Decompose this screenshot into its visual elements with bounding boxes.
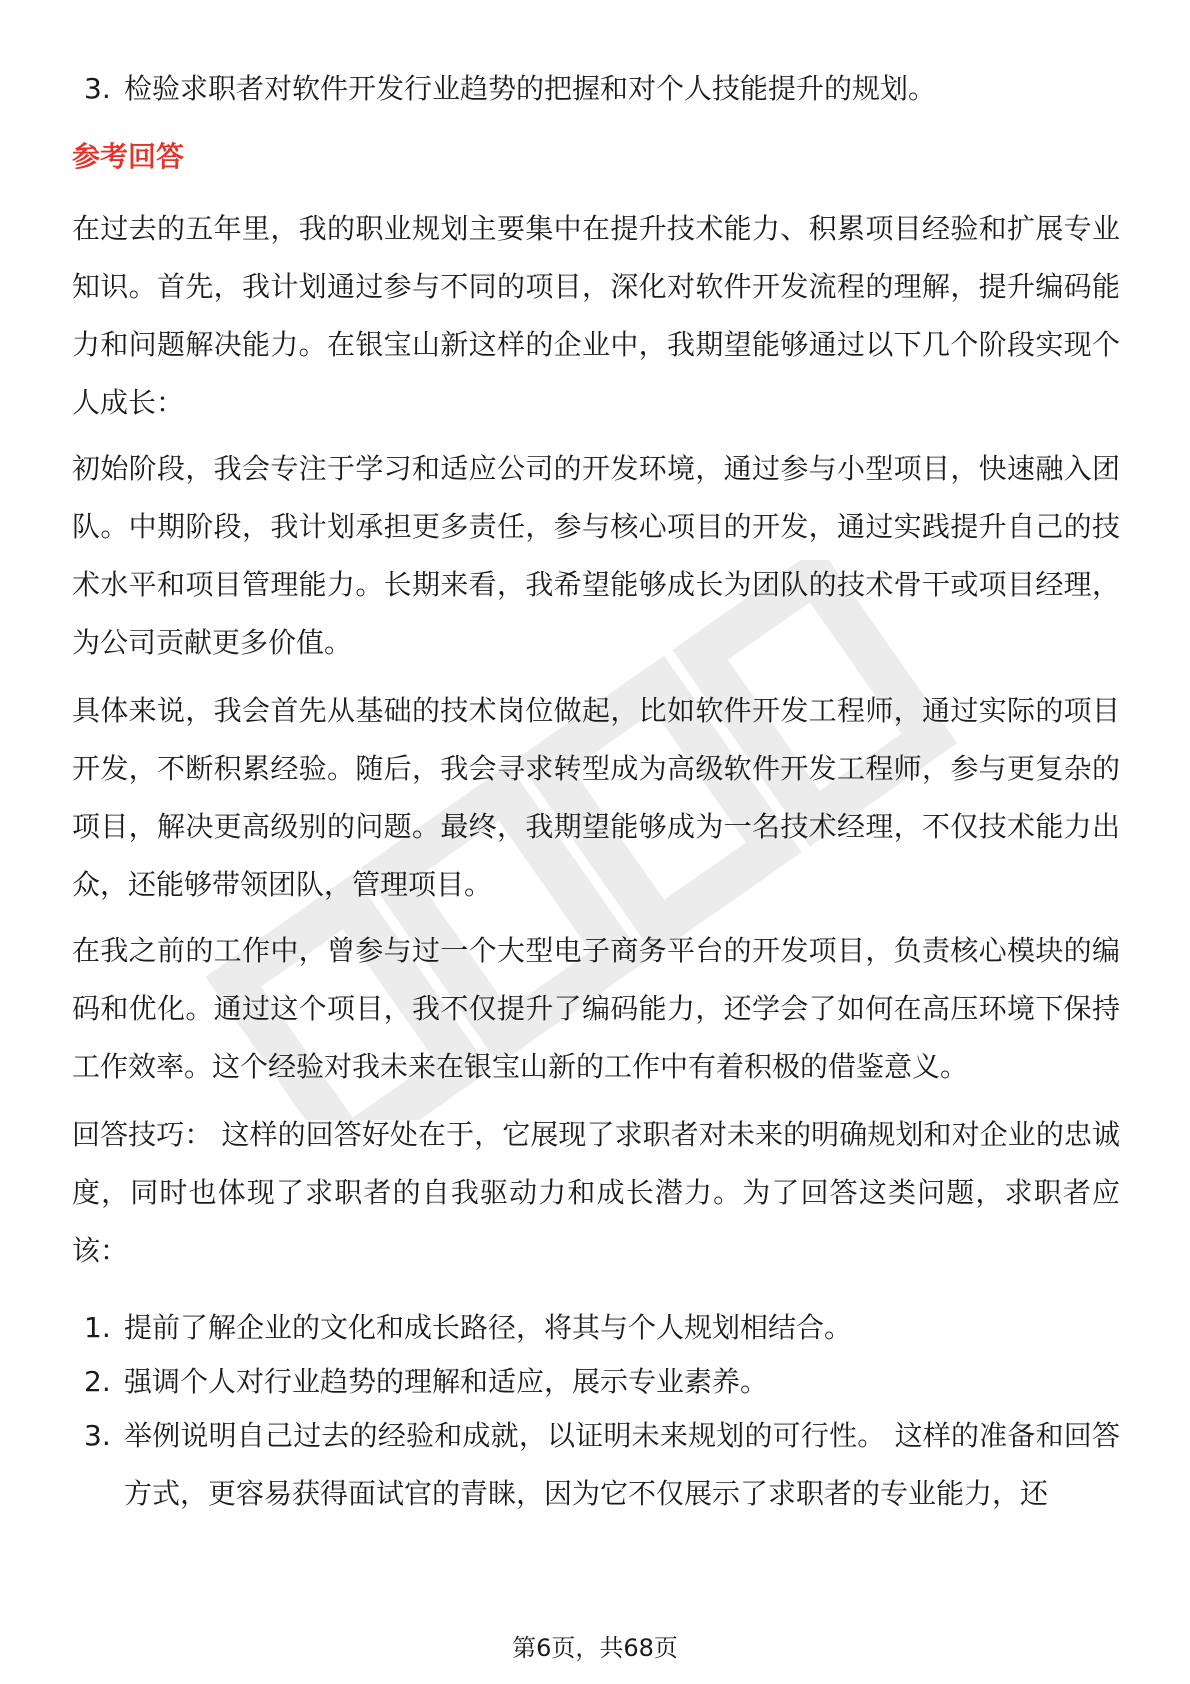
reference-answer-heading: 参考回答 (72, 140, 185, 173)
list-item-text: 举例说明自己过去的经验和成就，以证明未来规划的可行性。 这样的准备和回答方式，更容易获得面试官的青睐，因为它不仅展示了求职者的专业能力，还 (124, 1419, 1120, 1510)
answer-tips-paragraph: 回答技巧： 这样的回答好处在于，它展现了求职者对未来的明确规划和对企业的忠诚度，同时也体现了求职者的自我驱动力和成长潜力。为了回答这类问题，求职者应该： (72, 1118, 1120, 1267)
list-item-text: 检验求职者对软件开发行业趋势的把握和对个人技能提升的规划。 (124, 72, 937, 105)
answer-paragraph-3: 具体来说，我会首先从基础的技术岗位做起，比如软件开发工程师，通过实际的项目开发，不断积累经验。随后，我会寻求转型成为高级软件开发工程师，参与更复杂的项目，解决更高级别的问题。最终，我期望能够成为一名技术经理，不仅技术能力出众，还能够带领团队，管理项目。 (72, 694, 1120, 901)
list-number: 3. (84, 1419, 111, 1452)
list-item-text: 强调个人对行业趋势的理解和适应，展示专业素养。 (124, 1365, 769, 1398)
answer-paragraph-4: 在我之前的工作中，曾参与过一个大型电子商务平台的开发项目，负责核心模块的编码和优化。通过这个项目，我不仅提升了编码能力，还学会了如何在高压环境下保持工作效率。这个经验对我未来在银宝山新的工作中有着积极的借鉴意义。 (72, 934, 1120, 1083)
list-number: 3. (84, 72, 111, 105)
intro-list-item (72, 60, 1120, 118)
tips-list-item (72, 1353, 1120, 1411)
answer-paragraph-2: 初始阶段，我会专注于学习和适应公司的开发环境，通过参与小型项目，快速融入团队。中期阶段，我计划承担更多责任，参与核心项目的开发，通过实践提升自己的技术水平和项目管理能力。长期来看，我希望能够成长为团队的技术骨干或项目经理，为公司贡献更多价值。 (72, 452, 1120, 659)
tips-list-item (72, 1407, 1120, 1523)
tips-list-item (72, 1299, 1120, 1357)
page-footer: 第6页，共68页 (512, 1634, 678, 1662)
answer-paragraph-1: 在过去的五年里，我的职业规划主要集中在提升技术能力、积累项目经验和扩展专业知识。首先，我计划通过参与不同的项目，深化对软件开发流程的理解，提升编码能力和问题解决能力。在银宝山新这样的企业中，我期望能够通过以下几个阶段实现个人成长： (72, 212, 1120, 419)
list-number: 2. (84, 1365, 111, 1398)
list-number: 1. (84, 1311, 111, 1344)
list-item-text: 提前了解企业的文化和成长路径，将其与个人规划相结合。 (124, 1311, 853, 1344)
